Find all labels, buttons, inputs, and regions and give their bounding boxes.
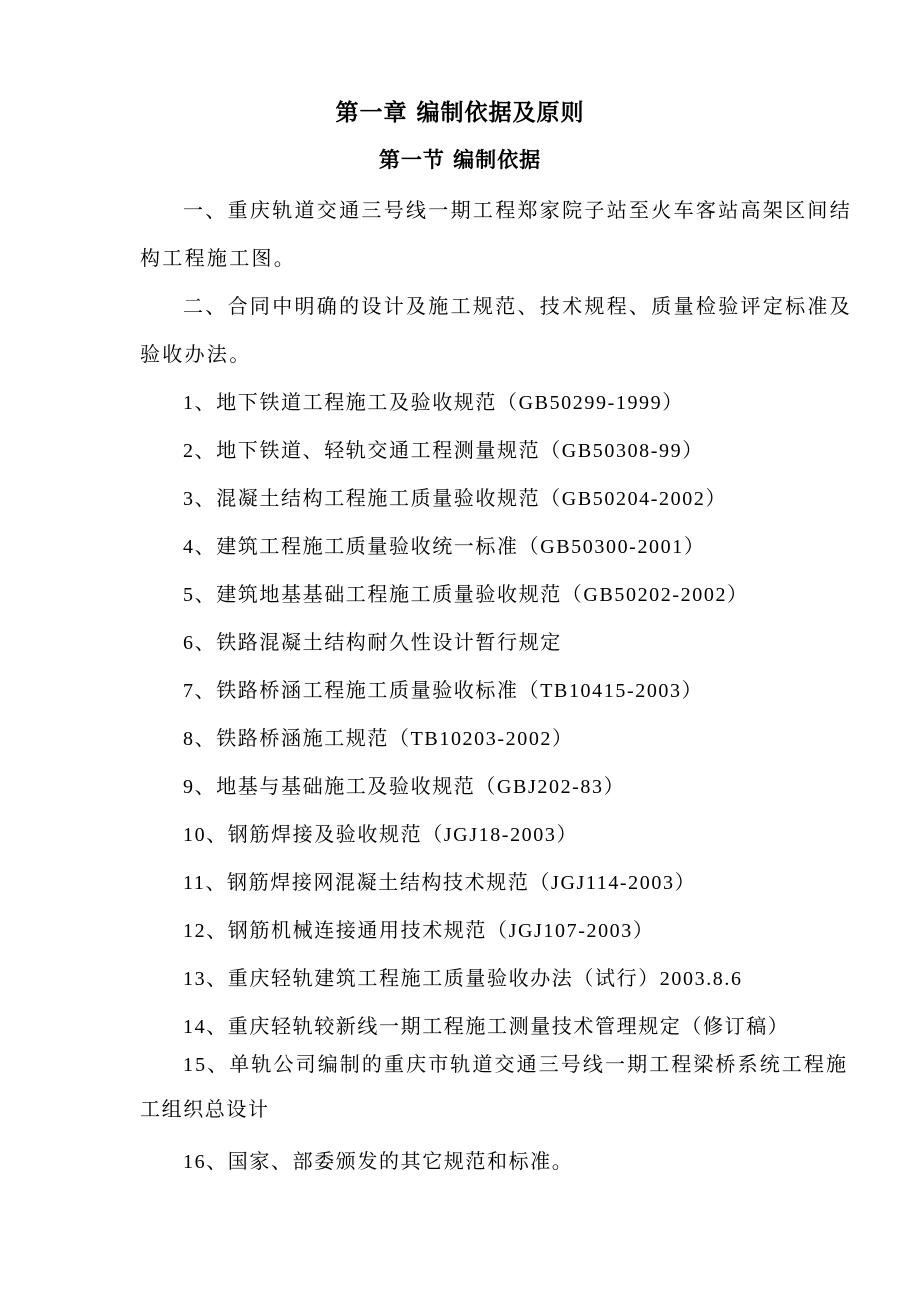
list-item-15-line-1: 15、单轨公司编制的重庆市轨道交通三号线一期工程梁桥系统工程施 [183,1054,849,1076]
list-item: 11、钢筋焊接网混凝土结构技术规范（JGJ114-2003） [183,872,697,894]
chapter-title: 第一章 编制依据及原则 [335,100,585,126]
list-item: 12、钢筋机械连接通用技术规范（JGJ107-2003） [183,920,655,942]
paragraph-1-line-2: 构工程施工图。 [140,248,297,270]
list-item: 2、地下铁道、轻轨交通工程测量规范（GB50308-99） [183,440,704,462]
list-item-15-line-2: 工组织总设计 [140,1099,270,1121]
list-item-16: 16、国家、部委颁发的其它规范和标准。 [183,1151,574,1173]
list-item: 9、地基与基础施工及验收规范（GBJ202-83） [183,776,626,798]
list-item: 5、建筑地基基础工程施工质量验收规范（GB50202-2002） [183,584,749,606]
list-item: 13、重庆轻轨建筑工程施工质量验收办法（试行）2003.8.6 [183,968,743,990]
list-item: 7、铁路桥涵工程施工质量验收标准（TB10415-2003） [183,680,704,702]
list-item: 4、建筑工程施工质量验收统一标准（GB50300-2001） [183,536,706,558]
paragraph-2-line-1: 二、合同中明确的设计及施工规范、技术规程、质量检验评定标准及 [183,296,852,318]
list-item: 6、铁路混凝土结构耐久性设计暂行规定 [183,632,562,654]
list-item: 1、地下铁道工程施工及验收规范（GB50299-1999） [183,392,684,414]
list-item: 3、混凝土结构工程施工质量验收规范（GB50204-2002） [183,488,728,510]
list-item: 10、钢筋焊接及验收规范（JGJ18-2003） [183,824,579,846]
list-item: 8、铁路桥涵施工规范（TB10203-2002） [183,728,574,750]
section-title: 第一节 编制依据 [378,148,542,172]
list-item: 14、重庆轻轨较新线一期工程施工测量技术管理规定（修订稿） [183,1016,790,1038]
paragraph-2-line-2: 验收办法。 [140,344,252,366]
paragraph-1-line-1: 一、重庆轨道交通三号线一期工程郑家院子站至火车客站高架区间结 [183,200,852,222]
